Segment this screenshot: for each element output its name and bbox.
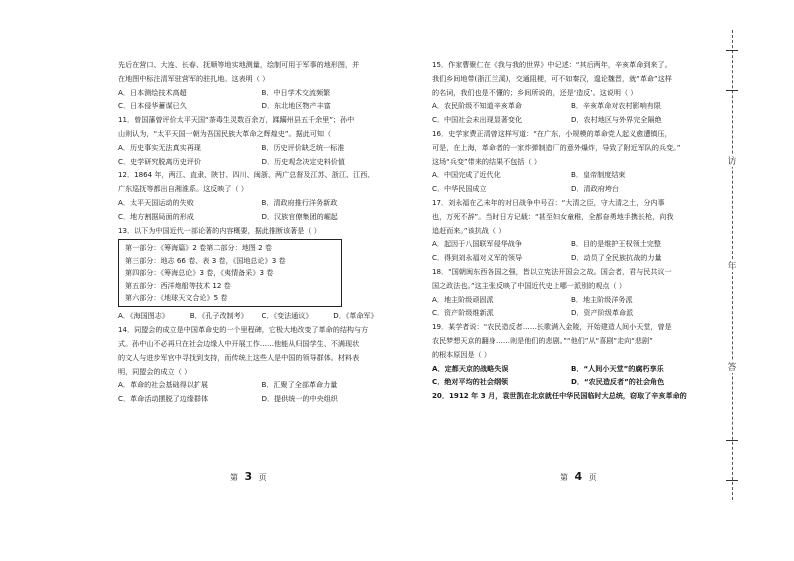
q11-options <box>118 141 405 169</box>
right-column <box>432 58 710 403</box>
q15-stem-line-2: 我们乡间地带(浙江兰溪)，交通阻梗，可不如秦汉，遑论魏晋，就“革命”这样 <box>432 73 672 83</box>
binding-tick-mark <box>726 440 738 441</box>
q16-stem-line-2: 可是，在上海，革命者的一家炸弹制造厂的意外爆炸，导致了附近军队的兵变。” <box>432 142 681 152</box>
q15-options <box>432 99 710 127</box>
q13-table-row: 第三部分：地志 66 卷、表 3 卷，《国地总论》3 卷 <box>125 255 286 265</box>
q14-option-b[interactable]: B．汇聚了全部革命力量 <box>261 380 338 390</box>
q17-option-b[interactable]: B．目的是维护王权领土完整 <box>571 239 661 249</box>
q14-option-a[interactable]: A．革命的社会基础得以扩展 <box>118 380 208 390</box>
q10-stem-line-1: 先后在营口、大连、长春、抚顺等地实地测量，绘制可用于军事的地形图，并 <box>118 60 360 69</box>
q12-options <box>118 196 405 224</box>
binding-label: 访 <box>720 154 744 167</box>
q13-table-row: 第六部分：《地球天文合论》5 卷 <box>125 292 228 302</box>
q19-option-a[interactable]: A．定都天京的战略失误 <box>432 363 509 373</box>
q17-options <box>432 237 710 265</box>
q11-stem-line-1: 11．曾国藩曾评价太平天国“荼毒生灵数百余万，蹂躏州县五千余里”；孙中 <box>118 115 355 125</box>
q10-option-c[interactable]: C．日本侵华蓄谋已久 <box>118 101 187 111</box>
q16-stem-line-1: 16．史学家费正清曾这样写道：“在广东，小规模的革命党人起义愈遭镇压， <box>432 128 672 138</box>
q16-option-d[interactable]: D．清政府垮台 <box>571 184 620 194</box>
q19-stem-line-3: 的根本原因是（ ） <box>432 349 492 359</box>
q16-option-c[interactable]: C．中华民国成立 <box>432 184 487 194</box>
q19-stem-line-2: 农民梦想天京的翻身……则是他们的悲剧。”“他们”从“喜剧”走向“悲剧” <box>432 335 653 345</box>
q11-option-a[interactable]: A．历史事实无法真实再现 <box>118 142 201 152</box>
q14-stem-line-2: 式。孙中山不必再只在社会边缘人中开展工作……他能从归国学生、不满现状 <box>118 338 360 348</box>
q19-option-b[interactable]: B．“人间小天堂”的腐朽享乐 <box>571 363 664 373</box>
footer-prefix: 第 <box>560 473 570 482</box>
q12-option-b[interactable]: B．清政府推行洋务新政 <box>261 197 338 207</box>
page-footer-4 <box>560 470 599 483</box>
q16-stem-line-3: 这场“兵变”带来的结果不包括（ ） <box>432 156 541 166</box>
left-column <box>118 58 405 406</box>
q16-option-b[interactable]: B．皇帝制度结束 <box>571 170 626 180</box>
q15-option-d[interactable]: D．农村地区与外界完全隔绝 <box>571 115 662 125</box>
q20-stem: 20．1912 年 3 月，袁世凯在北京就任中华民国临时大总统，窃取了辛亥革命的 <box>432 391 687 401</box>
q17-stem-line-3: 追赶而来。”该抗战（ ） <box>432 225 506 235</box>
q13-option-a[interactable]: A．《海国图志》 <box>118 311 169 321</box>
q18-option-d[interactable]: D．资产阶级革命派 <box>571 308 634 318</box>
q17-option-d[interactable]: D．动员了全民族抗战的力量 <box>571 253 662 263</box>
q13-option-b[interactable]: B．《孔子改制考》 <box>189 311 248 321</box>
q12-stem-line-2: 广东巡抚等都出自湘淮系。这反映了（ ） <box>118 184 248 194</box>
q13-table-row: 第四部分：《筹海总论》3 卷，《夷情备采》3 卷 <box>125 268 274 278</box>
binding-tick-mark <box>726 480 738 481</box>
q13-table <box>118 239 342 307</box>
q14-stem-line-3: 的文人与进步军官中寻找到支持，而传统上这些人是中国的领导群体。材料表 <box>118 352 360 362</box>
q17-option-c[interactable]: C．得到刘永福对义军的领导 <box>432 253 523 263</box>
q18-stem-line-2: 国之政法也。”这主张反映了中国近代史上哪一派别的观点（ ） <box>432 280 626 290</box>
binding-label: 答 <box>720 360 744 373</box>
q19-options <box>432 362 710 390</box>
q10-options <box>118 86 405 114</box>
page-footer-3 <box>230 470 269 483</box>
q19-stem-line-1: 19．某学者说：“农民造反者……长歌满入金陵，开始建造人间小天堂，曾是 <box>432 322 672 332</box>
binding-tick-mark <box>726 50 738 51</box>
q16-options <box>432 168 710 196</box>
q10-option-a[interactable]: A．日本测绘技术高超 <box>118 87 187 97</box>
footer-prefix: 第 <box>230 473 240 482</box>
q11-option-c[interactable]: C．史学研究脱离历史评价 <box>118 156 201 166</box>
q13-option-d[interactable]: D．《革命军》 <box>333 311 378 321</box>
q14-options <box>118 378 405 406</box>
q15-option-b[interactable]: B．辛亥革命对农村影响有限 <box>571 101 661 111</box>
q15-stem-line-1: 15．作家曹聚仁在《我与我的世界》中记述：“其后两年，辛亥革命到来了。 <box>432 60 672 69</box>
q10-option-b[interactable]: B．中日学术交流频繁 <box>261 87 331 97</box>
q10-stem-line-2: 在地图中标注清军驻营军的驻扎地。这表明（ ） <box>118 73 270 83</box>
q12-option-d[interactable]: D．汉族官僚集团的崛起 <box>261 211 338 221</box>
q18-option-b[interactable]: B．地主阶级洋务派 <box>571 294 633 304</box>
q12-option-a[interactable]: A．太平天国运动的失败 <box>118 197 194 207</box>
q17-stem-line-1: 17．刘永福在乙未年的对日战争中号召：“大清之臣，守大清之土，分内事 <box>432 197 665 207</box>
right-page <box>420 0 794 561</box>
q17-stem-line-2: 也，万死不辞”。当时日方记载：“甚至妇女童稚，全都奋勇地手携长枪，向我 <box>432 211 674 221</box>
q13-option-c[interactable]: C．《变法通议》 <box>261 311 313 321</box>
q16-option-a[interactable]: A．中国完成了近代化 <box>432 170 501 180</box>
q19-option-c[interactable]: C．绝对平均的社会纲领 <box>432 377 509 387</box>
q18-option-a[interactable]: A．地主阶级顽固派 <box>432 294 494 304</box>
q19-option-d[interactable]: D．“农民造反者”的社会角色 <box>571 377 665 387</box>
q11-option-b[interactable]: B．历史评价缺乏统一标准 <box>261 142 345 152</box>
q14-stem-line-4: 明，同盟会的成立（ ） <box>118 366 192 376</box>
binding-margin <box>712 30 752 500</box>
q18-stem-line-1: 18．“国朝闽东西各国之强，皆以立宪法开国会之故。国会者，君与民共议一 <box>432 266 672 276</box>
q12-option-c[interactable]: C．地方割据局面的形成 <box>118 211 194 221</box>
q13-table-row: 第一部分：《筹海篇》2 卷第二部分：地图 2 卷 <box>125 243 273 253</box>
q14-option-c[interactable]: C．革命活动摆脱了边缘群体 <box>118 394 209 404</box>
binding-label: 年 <box>720 259 744 272</box>
q12-stem-line-1: 12．1864 年，两江、直隶、陕甘、四川、闽浙、两广总督及江苏、浙江、江西、 <box>118 170 375 180</box>
q13-options <box>118 309 405 323</box>
page-number: 3 <box>244 470 255 483</box>
q10-option-d[interactable]: D．东北地区物产丰富 <box>261 101 331 111</box>
q18-option-c[interactable]: C．资产阶级维新派 <box>432 308 494 318</box>
q15-option-c[interactable]: C．中国社会未出现显著变化 <box>432 115 523 125</box>
binding-tick-mark <box>726 90 738 91</box>
page-number: 4 <box>574 470 585 483</box>
footer-suffix: 页 <box>258 473 269 482</box>
q15-stem-line-3: 的名词，我们也是不懂的；乡间所说的，还是‘造反’。这说明（ ） <box>432 87 638 97</box>
q17-option-a[interactable]: A．起因于八国联军侵华战争 <box>432 239 522 249</box>
q15-option-a[interactable]: A．农民阶级不知道辛亥革命 <box>432 101 522 111</box>
q11-stem-line-2: 山则认为，“太平天国一朝为吾国民族大革命之辉煌史”。据此可知（ <box>118 128 332 138</box>
q11-option-d[interactable]: D．历史观念决定史料价值 <box>261 156 345 166</box>
footer-suffix: 页 <box>588 473 599 482</box>
q14-option-d[interactable]: D．提供统一的中央组织 <box>261 394 338 404</box>
q14-stem-line-1: 14．同盟会的成立是中国革命史的一个里程碑，它极大地改变了革命的结构与方 <box>118 325 369 335</box>
q13-stem: 13．以下为中国近代一部论著的内容概要，据此推断该著是（ ） <box>118 225 321 235</box>
q13-table-row: 第五部分：西洋炮船等技术 12 卷 <box>125 280 231 290</box>
q18-options <box>432 293 710 321</box>
